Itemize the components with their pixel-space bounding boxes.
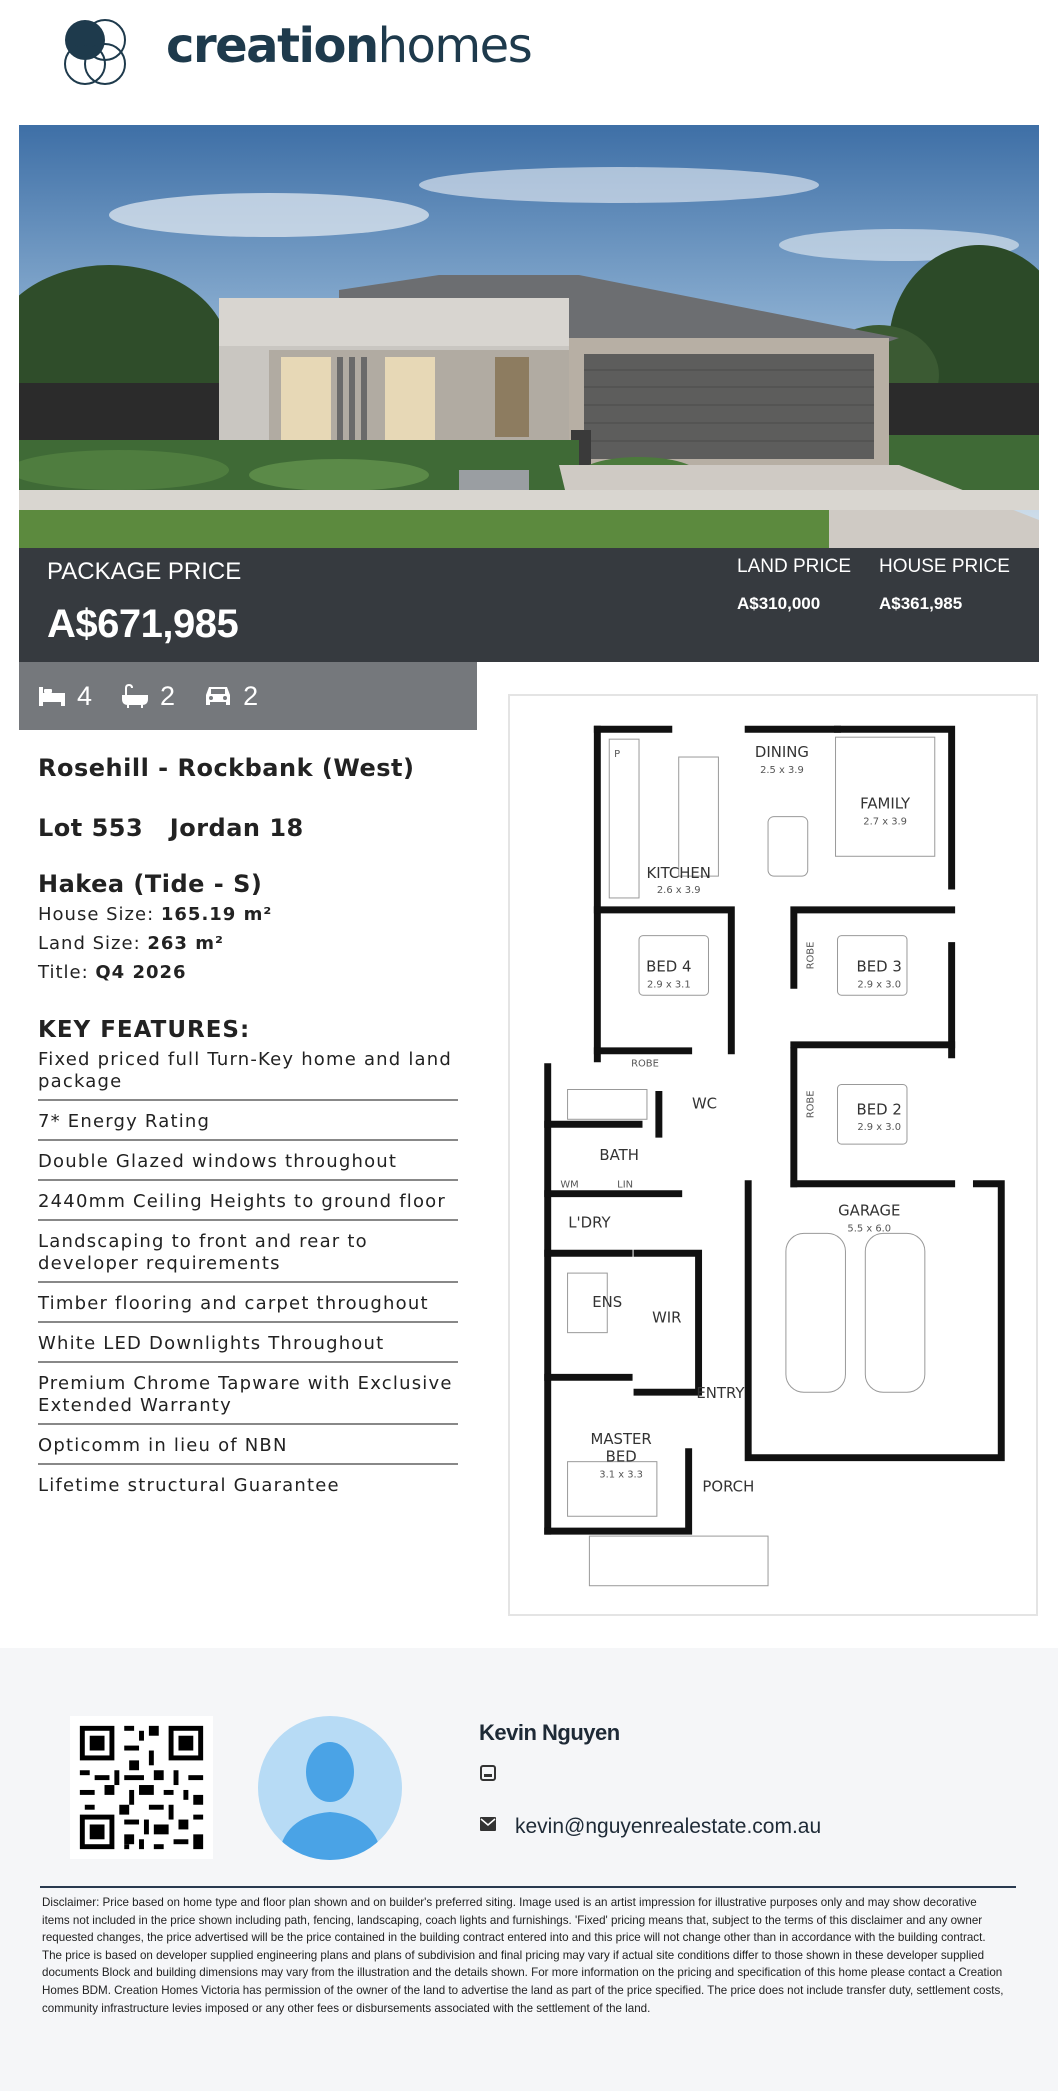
key-features-list <box>38 1049 458 1513</box>
room-ens-label: ENS <box>592 1292 623 1311</box>
bath-icon <box>120 683 150 709</box>
garage-stat <box>203 681 258 712</box>
room-master-label-2: BED <box>605 1447 637 1466</box>
qr-code-icon[interactable] <box>70 1716 213 1859</box>
phone-icon[interactable] <box>480 1765 496 1781</box>
house-facade-image <box>19 125 1039 548</box>
garage-count: 2 <box>243 680 259 711</box>
room-master-label: MASTER <box>590 1429 652 1448</box>
disclaimer-text: Disclaimer: Price based on home type and floor plan shown and on builder's preferred siting. Image used is an artist impression for illustrative purposes only and may show decorative items not included in the price shown including path, fencing, landscaping, coach lights and furnishings. 'Fixed' pricing means that, subject to the terms of this disclaimer and any owner requested changes, the price advertised will be the price contained in the building contract entered into and this price will not change other than in accordance with the building contract. The price is based on developer supplied engineering plans and plans of subdivision and final pricing may vary if actual site conditions differ to those shown in these developer supplied documents Block and building dimensions may vary from the illustration and the details shown. For more information on the pricing and specification of this home please contact a Creation Homes BDM. Creation Homes Victoria has permission of the owner of the land to advertise the land as part of the price specified. The price does not include transfer duty, settlement costs, community infrastructure levies imposed or any other fees or disbursements associated with the settlement of the land. <box>42 1896 1004 2015</box>
pantry-label: P <box>614 749 621 761</box>
car-icon <box>203 683 233 709</box>
room-bed2-label: BED 2 <box>856 1100 902 1119</box>
package-price-label: PACKAGE PRICE <box>47 558 242 585</box>
room-ldry-label: L'DRY <box>568 1213 611 1232</box>
feature-item: Landscaping to front and rear to developer requirements <box>38 1231 458 1283</box>
bathrooms-stat <box>120 681 175 712</box>
brand-name-bold: creation <box>166 18 378 74</box>
feature-item: White LED Downlights Throughout <box>38 1333 458 1363</box>
feature-item: Premium Chrome Tapware with Exclusive Extended Warranty <box>38 1373 458 1425</box>
room-bath-label: BATH <box>599 1145 639 1164</box>
land-price-label: LAND PRICE <box>737 556 852 577</box>
listing-design: Hakea (Tide - S) <box>38 870 263 898</box>
feature-item: 2440mm Ceiling Heights to ground floor <box>38 1191 458 1221</box>
land-size-row <box>38 933 224 954</box>
key-features-heading: KEY FEATURES: <box>38 1017 251 1043</box>
room-bed4-size: 2.9 x 3.1 <box>646 979 691 991</box>
room-wc-label: WC <box>691 1094 718 1113</box>
title-label: Title: <box>38 962 96 983</box>
house-price-label: HOUSE PRICE <box>879 556 1010 577</box>
land-size-value: 263 m² <box>147 933 224 954</box>
room-lin-label: LIN <box>617 1179 634 1191</box>
divider <box>40 1886 1016 1888</box>
room-dining-size: 2.5 x 3.9 <box>760 764 804 776</box>
room-kitchen-label: KITCHEN <box>646 864 711 883</box>
brand-wordmark <box>166 18 531 74</box>
title-value: Q4 2026 <box>95 962 187 983</box>
package-price-value: A$671,985 <box>47 602 239 646</box>
agent-name: Kevin Nguyen <box>479 1720 620 1745</box>
stats-bar <box>19 662 477 730</box>
room-family-label: FAMILY <box>860 794 911 813</box>
room-bed2-size: 2.9 x 3.0 <box>857 1122 902 1134</box>
mail-icon[interactable] <box>480 1817 496 1831</box>
room-wir-label: WIR <box>652 1308 682 1327</box>
robe-bed2-label: ROBE <box>805 1090 817 1119</box>
agent-email-link[interactable]: kevin@nguyenrealestate.com.au <box>515 1815 822 1838</box>
room-bed3-label: BED 3 <box>856 957 902 976</box>
house-size-label: House Size: <box>38 904 161 925</box>
agent-footer <box>0 1648 1058 2091</box>
room-bed3-size: 2.9 x 3.0 <box>857 979 902 991</box>
floor-plan <box>508 694 1038 1616</box>
bed-icon <box>37 683 67 709</box>
room-bed4-label: BED 4 <box>646 957 692 976</box>
room-porch-label: PORCH <box>702 1477 755 1496</box>
room-kitchen-size: 2.6 x 3.9 <box>656 884 701 896</box>
room-master-size: 3.1 x 3.3 <box>599 1469 643 1481</box>
agent-avatar <box>258 1716 402 1860</box>
floor-plan-drawing <box>510 696 1036 1614</box>
user-silhouette-icon <box>258 1716 402 1860</box>
feature-item: Fixed priced full Turn-Key home and land package <box>38 1049 458 1101</box>
bedrooms-stat <box>37 681 92 712</box>
bathrooms-count: 2 <box>160 680 176 711</box>
creation-homes-logo-icon <box>60 12 150 92</box>
house-size-row <box>38 904 272 925</box>
feature-item: Opticomm in lieu of NBN <box>38 1435 458 1465</box>
room-wm-label: WM <box>560 1179 579 1191</box>
title-row <box>38 962 187 983</box>
room-garage-size: 5.5 x 6.0 <box>847 1223 892 1235</box>
listing-location: Rosehill - Rockbank (West) <box>38 754 415 782</box>
room-garage-label: GARAGE <box>838 1201 901 1220</box>
brand-name-light: homes <box>377 18 532 74</box>
land-price-value: A$310,000 <box>737 594 821 613</box>
feature-item: Double Glazed windows throughout <box>38 1151 458 1181</box>
robe-bed3-label: ROBE <box>805 941 817 970</box>
room-family-size: 2.7 x 3.9 <box>863 816 907 828</box>
feature-item: Timber flooring and carpet throughout <box>38 1293 458 1323</box>
room-entry-label: ENTRY <box>696 1384 745 1403</box>
feature-item: 7* Energy Rating <box>38 1111 458 1141</box>
feature-item: Lifetime structural Guarantee <box>38 1475 340 1496</box>
bedrooms-count: 4 <box>77 680 93 711</box>
room-dining-label: DINING <box>754 743 809 762</box>
land-size-label: Land Size: <box>38 933 148 954</box>
house-price-value: A$361,985 <box>879 594 963 613</box>
house-size-value: 165.19 m² <box>160 904 273 925</box>
robe-bed4-label: ROBE <box>631 1058 659 1070</box>
listing-lot: Lot 553 Jordan 18 <box>38 814 304 842</box>
price-bar <box>19 548 1039 662</box>
